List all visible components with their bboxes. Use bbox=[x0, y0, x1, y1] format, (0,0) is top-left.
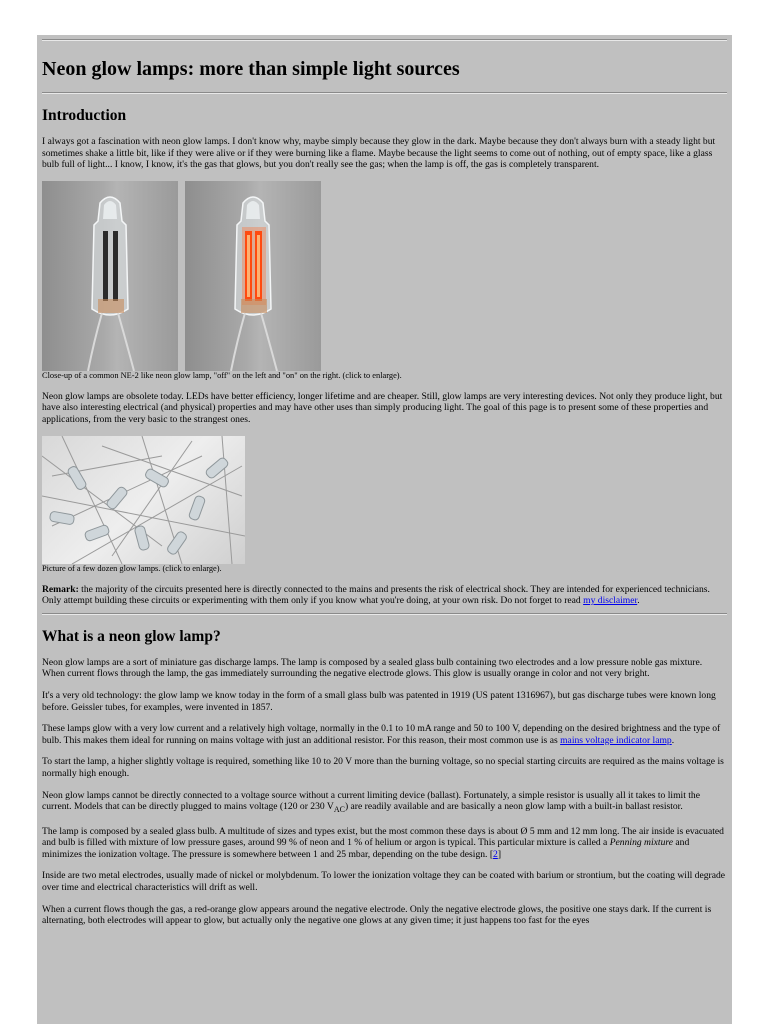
lamp-off-photo[interactable] bbox=[42, 181, 178, 371]
what-p6-b: and minimizes the ionization voltage. The pressure is somewhere between 1 and 25 mbar, depending on the tube design. [ bbox=[42, 837, 690, 860]
lamp-pile-caption: Picture of a few dozen glow lamps. (click to enlarge). bbox=[42, 563, 222, 573]
what-p6-a: The lamp is composed by a sealed glass bulb. A multitude of sizes and types exist, but the most common these days is about Ø 5 mm and 12 mm long. The air inside is evacuated and bulb is filled with mixture of low pressure gases, around 99 % of neon and 1 % of helium or argon is typical. This particular mixture is called a bbox=[42, 825, 724, 849]
what-paragraph-5 bbox=[42, 790, 727, 816]
lamp-pile-photo[interactable] bbox=[42, 436, 245, 564]
remark-text: the majority of the circuits presented here is directly connected to the mains and presents the risk of electrical shock. They are intended for experienced technicians. Only attempt building these circuits or experimenting with them only if you know what you're doing, at your own risk. Do not forget to read bbox=[42, 583, 710, 607]
intro-heading: Introduction bbox=[42, 107, 127, 124]
page-title: Neon glow lamps: more than simple light sources bbox=[42, 58, 460, 80]
what-paragraph-6 bbox=[42, 826, 727, 861]
mains-indicator-link[interactable]: mains voltage indicator lamp bbox=[560, 734, 672, 746]
remark-paragraph bbox=[42, 584, 727, 607]
what-p5-a: Neon glow lamps cannot be directly connected to a voltage source without a current limiting device (ballast). Fortunately, a simple resistor is usually all it takes to limit the current. Models that can be directly plugged to mains voltage (120 or 230 V bbox=[42, 789, 700, 813]
what-paragraph-1: Neon glow lamps are a sort of miniature gas discharge lamps. The lamp is composed by a sealed glass bulb containing two electrodes and a low pressure noble gas mixture. When current flows through the lamp, the gas immediately surrounding the negative electrode glows. This glow is usually orange in color and not very bright. bbox=[42, 656, 703, 680]
what-p6-c: ] bbox=[497, 848, 502, 860]
what-paragraph-3 bbox=[42, 723, 727, 746]
what-p3-text: These lamps glow with a very low current and a relatively high voltage, normally in the 0.1 to 10 mA range and 50 to 100 V, depending on the desired brightness and the type of bulb. This makes them ideal for running on mains voltage with just an additional resistor. For this reason, their most common use is as bbox=[42, 723, 721, 746]
reference-2-link[interactable]: 2 bbox=[493, 848, 498, 860]
page-content bbox=[37, 35, 732, 1024]
what-heading: What is a neon glow lamp? bbox=[42, 627, 221, 645]
penning-mixture-term: Penning mixture bbox=[609, 837, 674, 849]
lamp-photo-row bbox=[42, 181, 727, 371]
what-p5-sub: AC bbox=[333, 805, 345, 814]
what-paragraph-7: Inside are two metal electrodes, usually made of nickel or molybdenum. To lower the ionization voltage they can be coated with barium or strontium, but the coating will degrade over time and electrical characteristics will drift as well. bbox=[42, 870, 726, 893]
lamp-photo-caption: Close-up of a common NE-2 like neon glow lamp, "off" on the left and "on" on the right. (click to enlarge). bbox=[42, 370, 402, 380]
what-p5-b: ) are readily available and are basically a neon glow lamp with a built-in ballast resistor. bbox=[344, 801, 683, 813]
lamp-on-photo[interactable] bbox=[185, 181, 321, 371]
what-paragraph-2: It's a very old technology: the glow lamp we know today in the form of a small glass bulb was patented in 1919 (US patent 1316967), but gas discharge tubes were known long before. Geissler tubes, for examples, were invented in 1857. bbox=[42, 689, 716, 713]
what-paragraph-4: To start the lamp, a higher slightly voltage is required, something like 10 to 20 V more than the burning voltage, so no special starting circuits are required as the mains voltage is normally high enough. bbox=[42, 756, 724, 779]
intro-paragraph-1: I always got a fascination with neon glow lamps. I don't know why, maybe simply because they glow in the dark. Maybe because they don't always burn with a steady light but sometimes shake a little bit, like if they were alive or if they were burning like a flame. Maybe because the light seems to come out of nothing, out of empty space, like a glass bulb full of light... I know, I know, it's the gas that glows, but you don't really see the gas; when the lamp is off, the gas is completely transparent. bbox=[42, 136, 716, 171]
remark-end: . bbox=[637, 595, 640, 607]
what-p3-end: . bbox=[671, 734, 675, 746]
remark-label: Remark: bbox=[42, 583, 79, 595]
intro-paragraph-2: Neon glow lamps are obsolete today. LEDs have better efficiency, longer lifetime and are cheaper. Still, glow lamps are very interesting devices. Not only they produce light, but have also interesting electrical (and physical) properties and may have other uses than simply producing light. The goal of this page is to present some of these properties and applications, from the very basic to the strangest ones. bbox=[42, 390, 723, 425]
what-paragraph-8: When a current flows though the gas, a red-orange glow appears around the negative electrode. Only the negative electrode glows, the positive one stays dark. If the current is alternating, both electrodes will appear to glow, but actually only the negative one glows at any given time; it just happens too fast for the eyes bbox=[42, 903, 712, 927]
disclaimer-link[interactable]: my disclaimer bbox=[583, 595, 638, 607]
